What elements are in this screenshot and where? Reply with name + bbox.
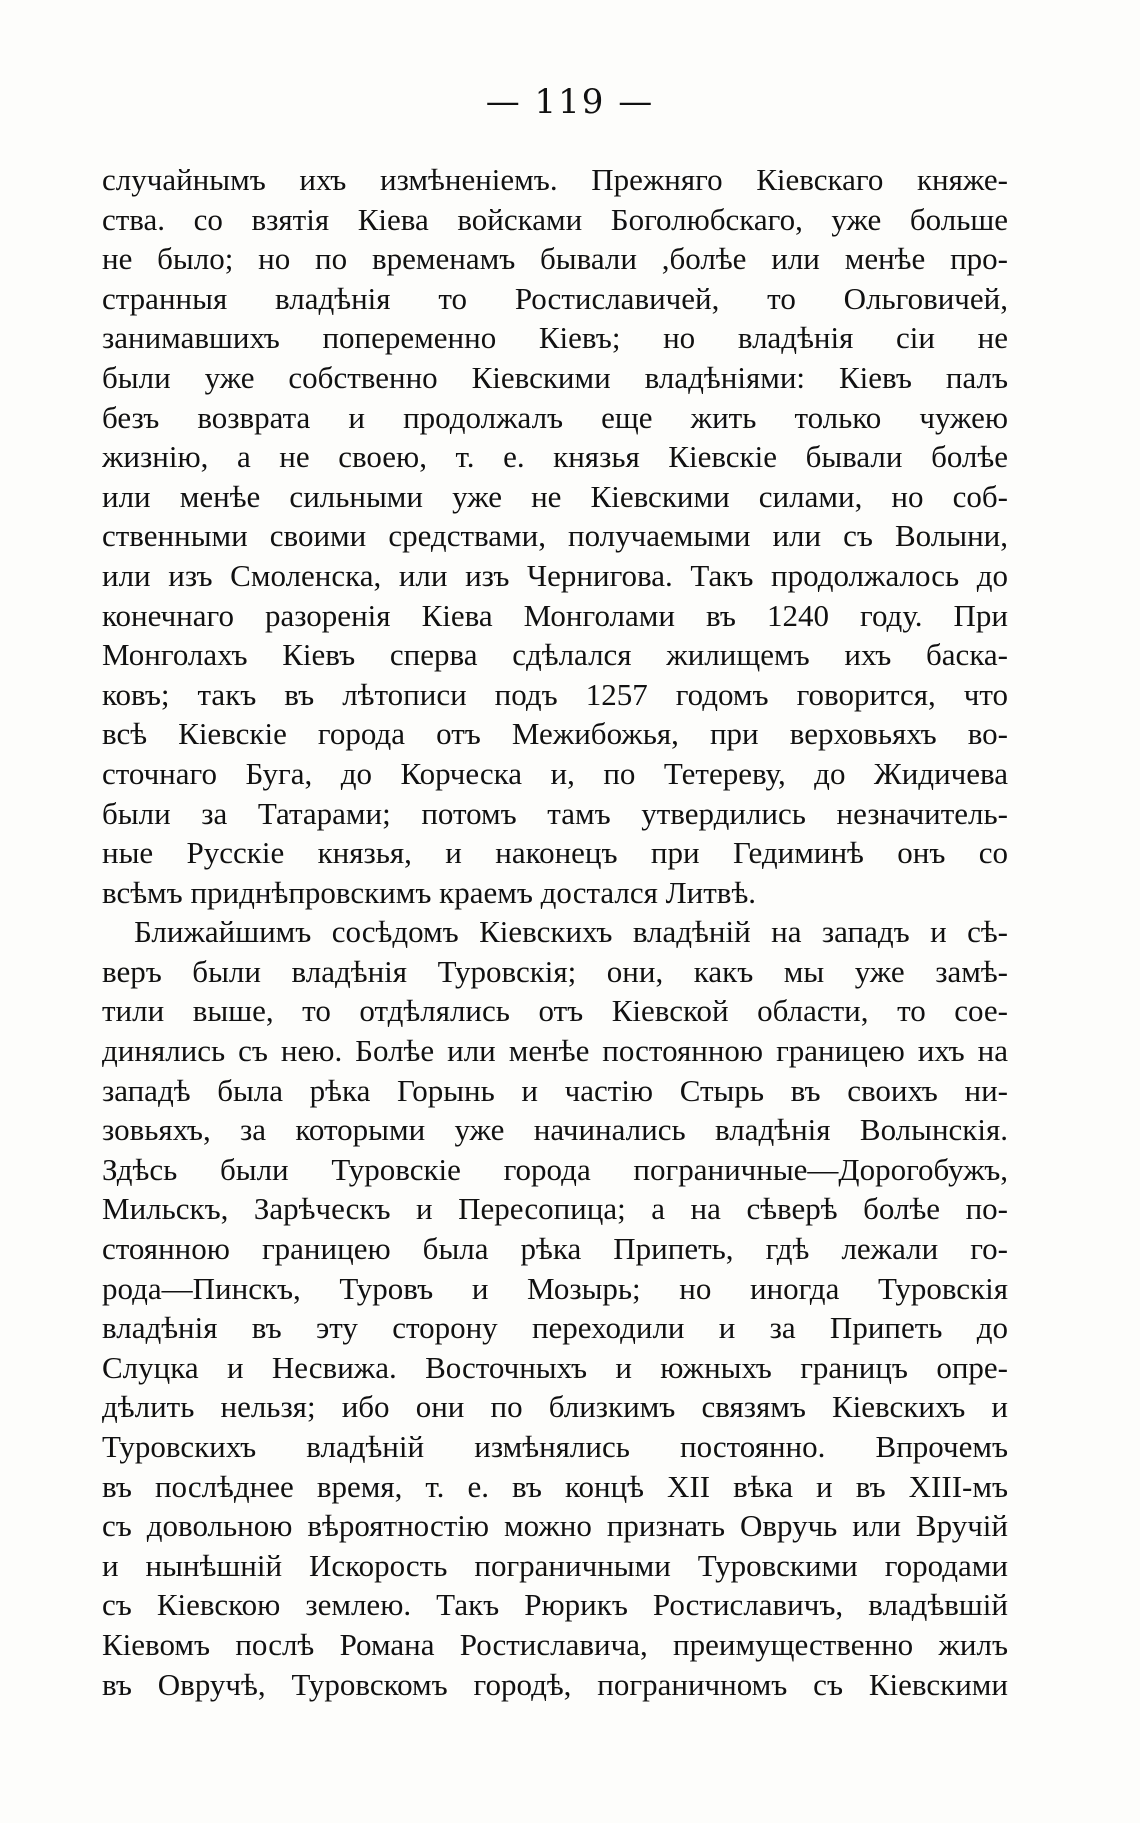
text-line: ственными своими средствами, получаемыми или съ Волыни,: [102, 518, 1008, 554]
text-line: были за Татарами; потомъ тамъ утвердились незначитель-: [102, 795, 1008, 831]
text-line: веръ были владѣнія Туровскія; они, какъ мы уже замѣ-: [102, 953, 1008, 989]
text-line: ства. со взятія Кіева войсками Боголюбскаго, уже больше: [102, 201, 1008, 237]
text-line: странныя владѣнія то Ростиславичей, то Ольговичей,: [102, 280, 1008, 316]
text-line: зовьяхъ, за которыми уже начинались владѣнія Волынскія.: [102, 1112, 1008, 1148]
text-line: динялись съ нею. Болѣе или менѣе постоянною границею ихъ на: [102, 1033, 1008, 1069]
text-line: сточнаго Буга, до Корческа и, по Тетереву, до Жидичева: [102, 755, 1008, 791]
text-line: конечнаго разоренія Кіева Монголами въ 1240 году. При: [102, 597, 1008, 633]
text-line: съ Кіевскою землею. Такъ Рюрикъ Ростиславичъ, владѣвшій: [102, 1587, 1008, 1623]
text-line: Туровскихъ владѣній измѣнялись постоянно. Впрочемъ: [102, 1429, 1008, 1464]
text-line: въ Овручѣ, Туровскомъ городѣ, пограничномъ съ Кіевскими: [102, 1666, 1008, 1702]
text-line: Мильскъ, Зарѣческъ и Пересопица; а на сѣверѣ болѣе по-: [102, 1191, 1008, 1227]
text-line: были уже собственно Кіевскими владѣніями: Кіевъ палъ: [102, 359, 1008, 395]
text-line: съ довольною вѣроятностію можно признать Овручь или Вручій: [102, 1508, 1008, 1544]
text-line: не было; но по временамъ бывали ,болѣе или менѣе про-: [102, 241, 1008, 277]
text-line: владѣнія въ эту сторону переходили и за Припеть до: [102, 1310, 1008, 1346]
text-line: или менѣе сильными уже не Кіевскими силами, но соб-: [102, 478, 1008, 514]
text-line: случайнымъ ихъ измѣненіемъ. Прежняго Кіевскаго княже-: [102, 162, 1008, 197]
text-line: ные Русскіе князья, и наконецъ при Гедиминѣ онъ со: [102, 835, 1008, 871]
text-line: рода—Пинскъ, Туровъ и Мозырь; но иногда Туровскія: [102, 1270, 1008, 1306]
body-text: [102, 160, 1008, 1704]
paragraph-start-line: Ближайшимъ сосѣдомъ Кіевскихъ владѣній на западъ и сѣ-: [134, 914, 1008, 950]
text-line: стоянною границею была рѣка Припеть, гдѣ лежали го-: [102, 1231, 1008, 1267]
text-line: занимавшихъ попеременно Кіевъ; но владѣнія сіи не: [102, 320, 1008, 356]
text-line: Слуцка и Несвижа. Восточныхъ и южныхъ границъ опре-: [102, 1349, 1008, 1385]
text-line: ковъ; такъ въ лѣтописи подъ 1257 годомъ говорится, что: [102, 676, 1008, 712]
text-line: тили выше, то отдѣлялись отъ Кіевской области, то сое-: [102, 993, 1008, 1029]
text-line: жизнію, а не своею, т. е. князья Кіевскіе бывали болѣе: [102, 439, 1008, 475]
page-number: — 119 —: [485, 82, 655, 122]
text-line: или изъ Смоленска, или изъ Чернигова. Такъ продолжалось до: [102, 557, 1008, 593]
text-line: западѣ была рѣка Горынь и частію Стырь въ своихъ ни-: [102, 1072, 1008, 1108]
text-line: и нынѣшній Искорость пограничными Туровскими городами: [102, 1547, 1008, 1583]
text-line: въ послѣднее время, т. е. въ концѣ XII вѣка и въ XIII-мъ: [102, 1468, 1008, 1504]
text-line: дѣлить нельзя; ибо они по близкимъ связямъ Кіевскихъ и: [102, 1389, 1008, 1425]
text-line: безъ возврата и продолжалъ еще жить только чужею: [102, 399, 1008, 435]
paragraph-end-line: всѣмъ приднѣпровскимъ краемъ достался Литвѣ.: [102, 874, 757, 910]
text-line: Монголахъ Кіевъ сперва сдѣлался жилищемъ ихъ баска-: [102, 637, 1008, 673]
text-line: всѣ Кіевскіе города отъ Межибожья, при верховьяхъ во-: [102, 716, 1008, 752]
text-line: Здѣсь были Туровскіе города пограничные—Дорогобужъ,: [102, 1151, 1008, 1187]
text-line: Кіевомъ послѣ Романа Ростиславича, преимущественно жилъ: [102, 1626, 1008, 1662]
